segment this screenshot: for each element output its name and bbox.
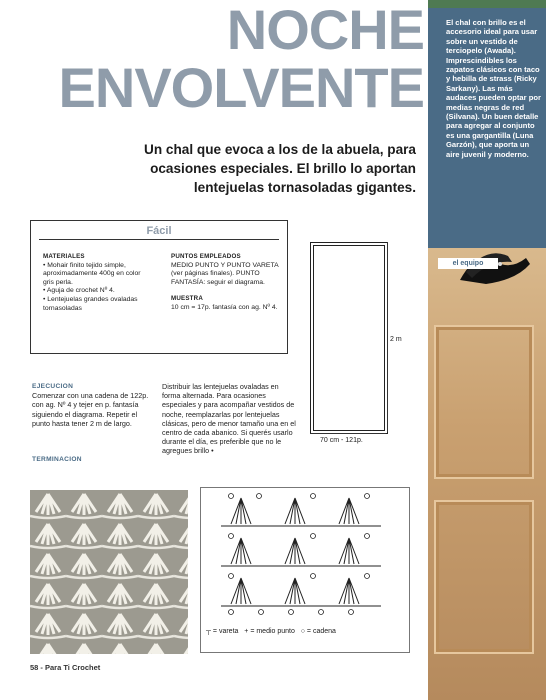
execution-section	[32, 382, 156, 428]
material-item: • Mohair finito tejido simple, aproximadamente 400g en color gris perla.	[43, 261, 141, 286]
stitches-heading: PUNTOS EMPLEADOS	[171, 253, 241, 260]
lead-paragraph: Un chal que evoca a los de la abuela, para ocasiones especiales. El brillo lo aportan lentejuelas tornasoladas gigantes.	[144, 142, 416, 195]
page-footer: 58 - Para Ti Crochet	[30, 663, 101, 672]
legend-vareta-symbol: ┬	[206, 628, 211, 635]
material-item: • Lentejuelas grandes ovaladas tornasoladas	[43, 295, 138, 312]
stitches-column	[171, 253, 281, 313]
legend-cadena-symbol: ○	[300, 628, 305, 635]
sidebar-label: el equipo	[438, 258, 498, 269]
legend-medio: = medio punto	[250, 628, 295, 635]
stitches-text: MEDIO PUNTO Y PUNTO VARETA (ver páginas finales). PUNTO FANTASÍA: seguir el diagrama.	[171, 261, 279, 286]
legend-vareta: = vareta	[212, 628, 239, 635]
dimension-line	[310, 433, 386, 434]
material-item: • Aguja de crochet Nº 4.	[43, 287, 115, 295]
sidebar-text: El chal con brillo es el accesorio ideal para usar sobre un vestido de terciopelo (Awada). Imprescindibles los zapatos clásicos con taco y hebilla de strass (Ricky Sarkany). Las más audaces pueden optar por medias negras de red (Silvana). Un buen detalle para agregar al conjunto es una gargantilla (Luna Garzón), que aporta un aire juvenil y moderno.	[446, 18, 541, 159]
materials-heading: MATERIALES	[43, 253, 85, 260]
divider	[39, 239, 279, 240]
legend-medio-symbol: +	[244, 628, 249, 635]
schematic-width: 70 cm - 121p.	[320, 437, 363, 444]
wood-panel	[434, 325, 534, 479]
sidebar-green-strip	[428, 0, 546, 8]
gauge-text: 10 cm = 17p. fantasía con ag. Nº 4.	[171, 303, 278, 311]
finishing-text	[162, 382, 296, 456]
dimension-line	[387, 242, 388, 432]
execution-text: Comenzar con una cadena de 122p. con ag. Nº 4 y tejer en p. fantasía siguiendo el diagrama. Repetir el punto hasta tener 2 m de largo.	[32, 391, 149, 428]
materials-column	[43, 253, 149, 313]
info-box	[30, 220, 288, 354]
title-line-2: ENVOLVENTE	[58, 56, 424, 119]
title-line-1: NOCHE	[226, 0, 424, 61]
finishing-section	[32, 455, 156, 464]
schematic-height: 2 m	[390, 336, 402, 343]
wood-panel	[434, 500, 534, 654]
finishing-heading: TERMINACION	[32, 456, 82, 463]
lace-photo	[30, 490, 188, 654]
diagram-legend	[206, 628, 406, 635]
lace-pattern-image	[30, 490, 188, 654]
sidebar-photo	[428, 0, 546, 700]
gauge-heading: MUESTRA	[171, 295, 203, 303]
legend-cadena: = cadena	[306, 628, 336, 635]
schematic-inner	[313, 245, 385, 431]
execution-heading: EJECUCION	[32, 383, 74, 390]
finishing-body: Distribuir las lentejuelas ovaladas en forma alternada. Para ocasiones especiales y para acompañar vestidos de noche, reemplazarlas por lentejuelas clásicas, pero de menor tamaño una en el centro de cada abanico. Si querés usarlo durante el día, es preferible que no le agregues brillo •	[162, 382, 296, 456]
difficulty-label: Fácil	[146, 225, 172, 237]
schematic	[310, 242, 388, 434]
